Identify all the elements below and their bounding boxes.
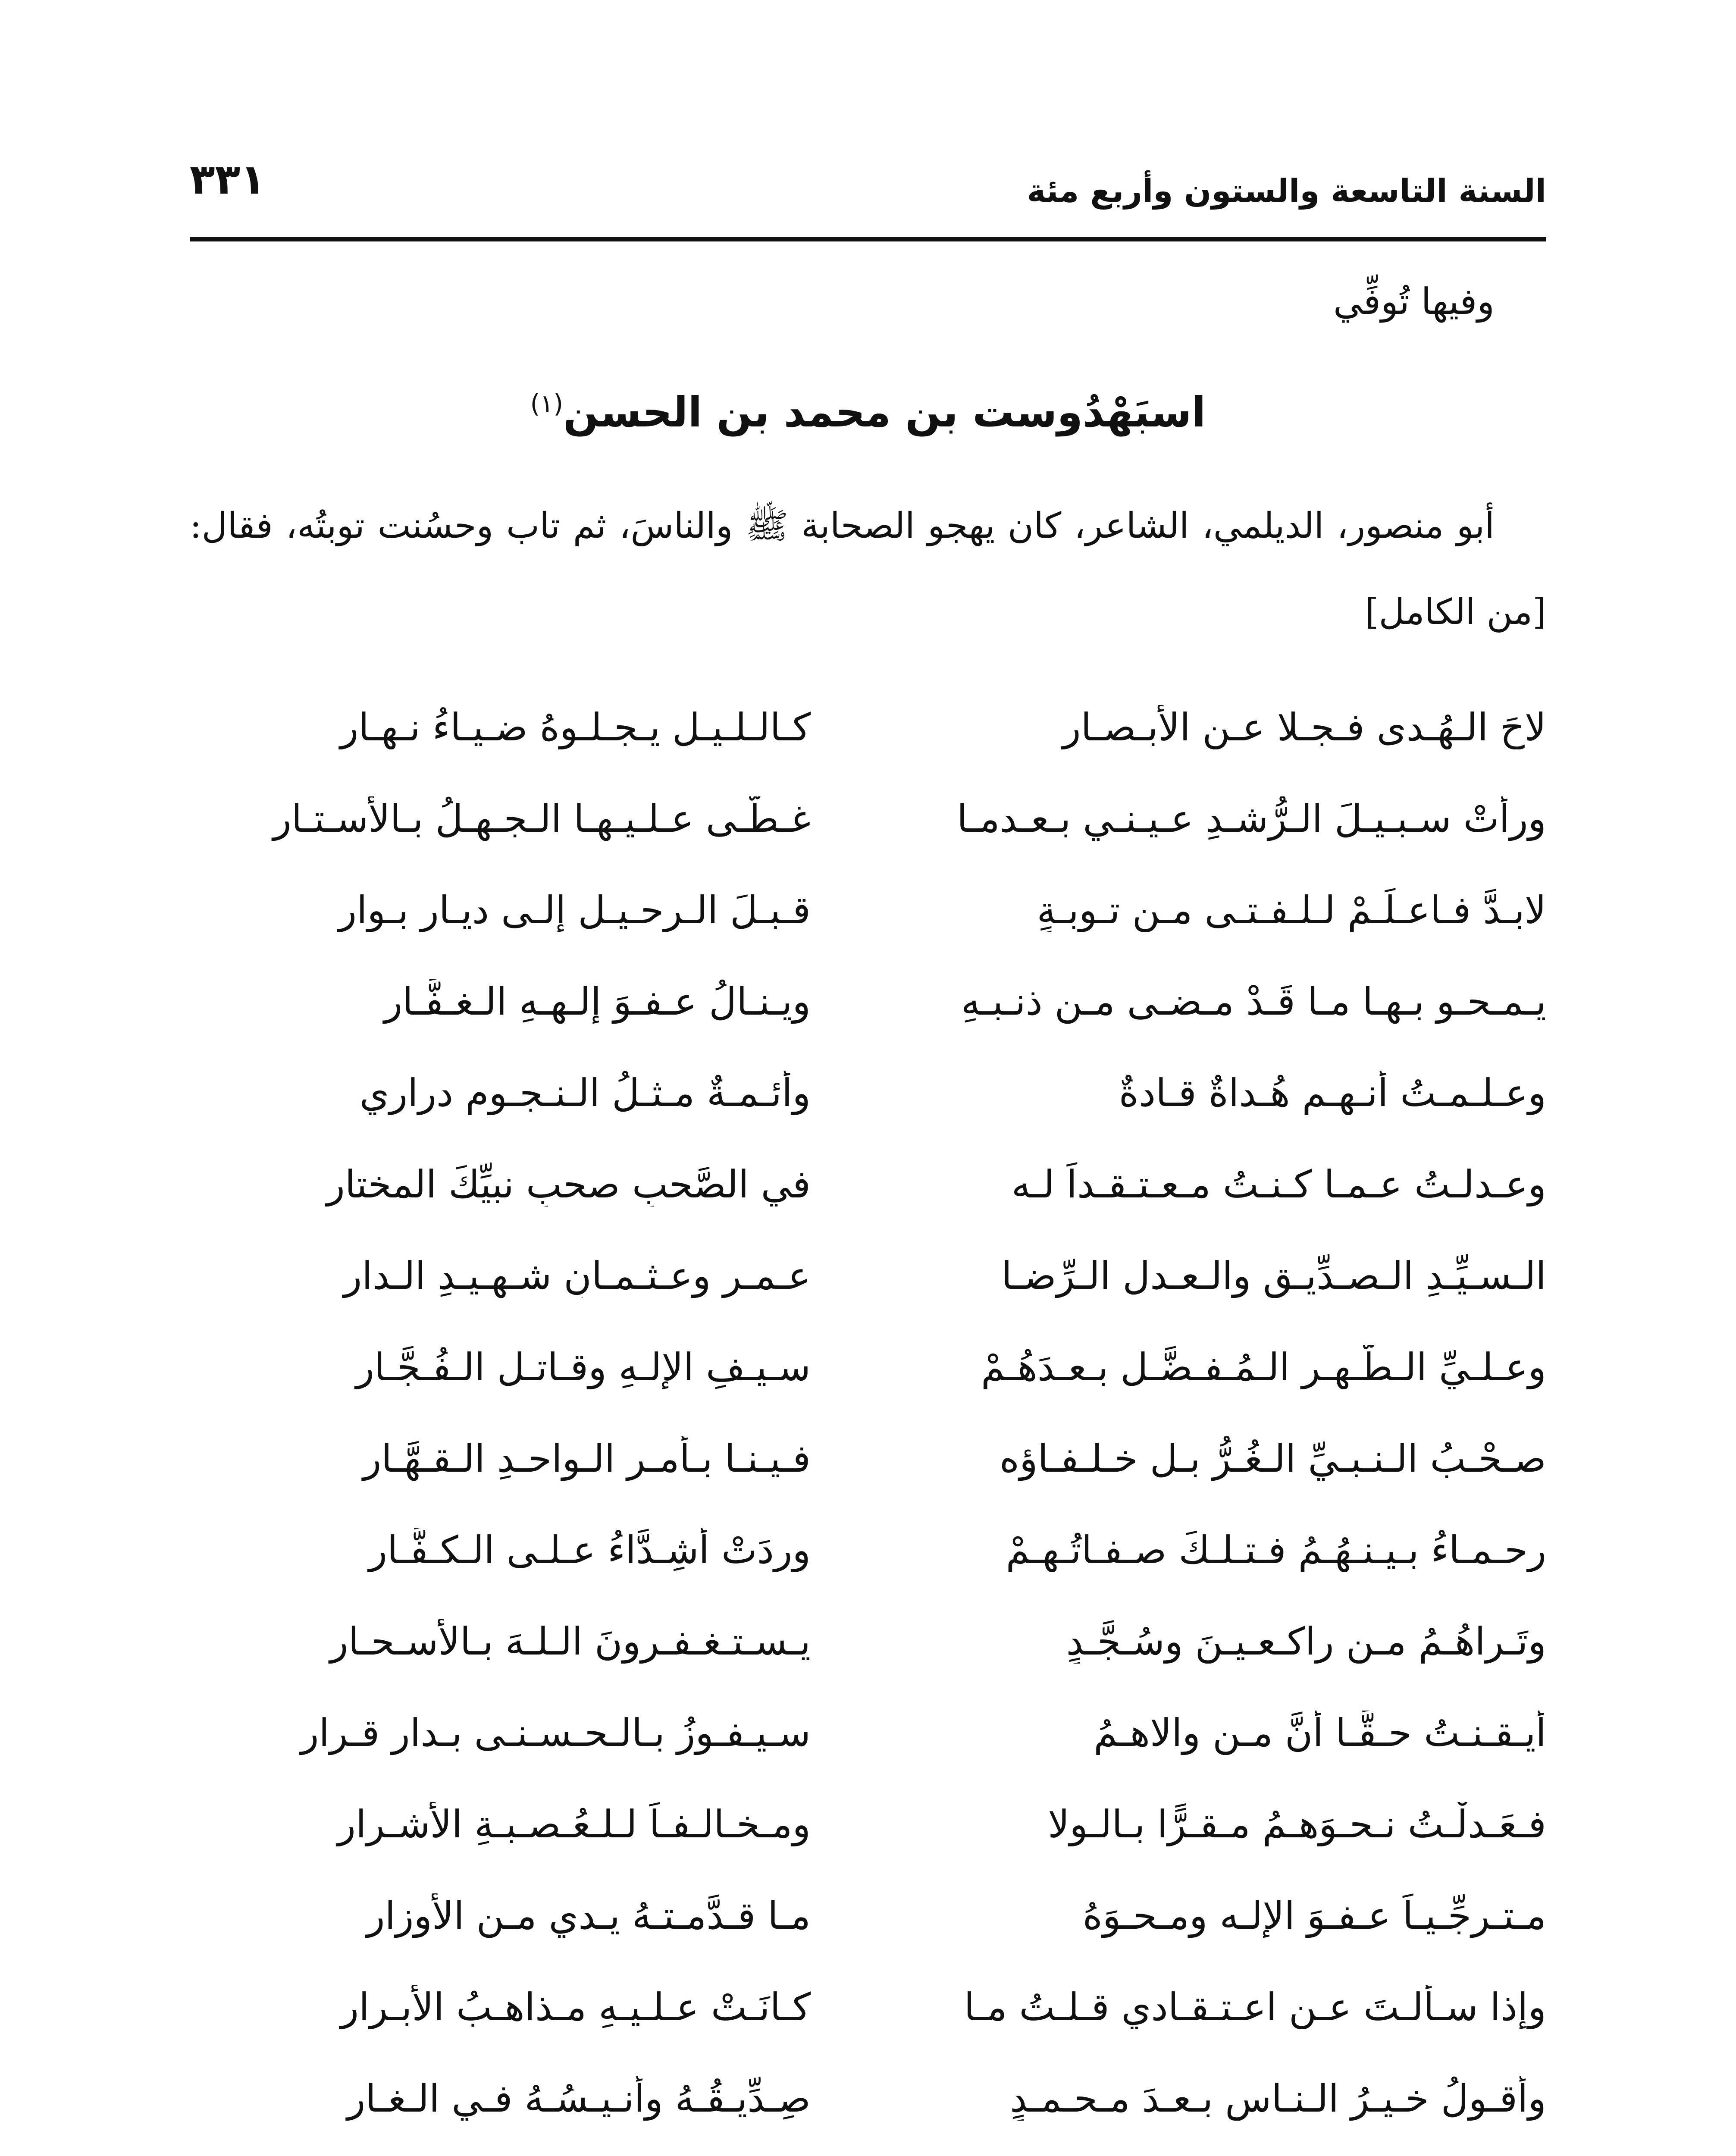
poem-verse [190,1961,1546,2053]
poem-verse [190,956,1546,1047]
verse-second-half: فـيـنـا بـأمـرِ الـواحـدِ الـقـهَّـارِ [363,1436,811,1481]
poem-verse [190,2053,1546,2144]
verse-second-half: عـمـرٍ وعـثـمـانٍ شـهـيـدِ الـدارِ [343,1253,811,1298]
page-number: ٣٣١ [190,155,266,204]
verse-first-half: وأقـولُ خـيـرُ الـنـاسِ بـعـدَ مـحـمـدٍ [1010,2076,1546,2121]
verse-first-half: رحـمـاءُ بـيـنـهُـمُ فـتـلـكَ صـفـاتُـهـمْ [1006,1527,1546,1572]
verse-second-half: صِـدِّيـقُـهُ وأنـيـسُـهُ فـي الـغـارِ [347,2076,811,2121]
biography-paragraph: أبو منصور، الديلمي، الشاعر، كان يهجو الصحابة ﷺ والناسَ، ثم تاب وحسُنت توبتُه، فقال: [من الكامل] [190,505,1546,633]
verse-first-half: يـمـحـو بـهـا مـا قَـدْ مـضـى مـن ذنـبـهِ [961,979,1546,1024]
verse-first-half: الـسـيِّـدِ الـصـدِّيـقِ والـعـدلِ الـرِّضـا [1001,1253,1546,1298]
poem-verse [190,1413,1546,1504]
verse-second-half: ويـنـالُ عـفـوَ إلـهـهِ الـغـفَّـارِ [384,979,811,1024]
verse-first-half: فـعَـدلْـتُ نـحـوَهـمُ مـقـرًّا بـالـولا [1048,1802,1546,1846]
verse-second-half: في الصَّحبِ صحبِ نبيِّكَ المختارِ [326,1162,811,1206]
poem-verse [190,1230,1546,1321]
verse-second-half: ومـخـالـفـاً لـلـعُـصـبـةِ الأشـرارِ [337,1802,811,1846]
poem-verse [190,1321,1546,1413]
poem-verse [190,1778,1546,1870]
poem [190,681,1546,2156]
entry-name: اسبَهْدُوست بن محمد بن الحسن [563,388,1206,436]
verse-second-half: غـطَّـى عـلـيـهـا الـجـهـلُ بـالأسـتـارِ [273,796,811,841]
verse-second-half: كـانَـتْ عـلـيـهِ مـذاهـبُ الأبـرارِ [340,1984,811,2029]
running-header [190,155,1546,241]
verse-first-half: صـحْـبُ الـنـبـيِّ الـغُـرُّ بـل خـلـفـاؤه [999,1436,1546,1481]
footnote-marker: (١) [530,389,564,418]
verse-second-half: سـيـفِ الإلـهِ وقـاتـلِ الـفُـجَّـارِ [356,1344,811,1389]
verse-first-half: وإذا سـألـتَ عـن اعـتـقـادي قـلـتُ مـا [964,1984,1546,2029]
verse-first-half: وتَـراهُـمُ مـن راكـعـيـنَ وسُـجَّـدٍ [1066,1619,1546,1664]
poem-verse [190,2144,1546,2156]
verse-first-half: وعـلـمـتُ أنـهـم هُـداةٌ قـادةٌ [1119,1070,1546,1115]
poem-verse [190,1047,1546,1138]
verse-first-half: وعـدلـتُ عـمـا كـنـتُ مـعـتـقـداً لـه [1011,1162,1546,1206]
verse-second-half: قـبـلَ الـرحـيـلِ إلـى ديـارِ بـوارِ [338,887,811,932]
verse-second-half: كـالـلـيـلِ يـجـلـوهُ ضـيـاءُ نـهـارِ [340,705,811,749]
poem-verse [190,681,1546,773]
verse-second-half: وأئـمـةٌ مـثـلُ الـنـجـوم دراري [359,1070,811,1115]
verse-second-half: مـا قـدَّمـتـهُ يـدي مـن الأوزارِ [367,1893,811,1938]
entry-title [190,388,1546,436]
poem-verse [190,1138,1546,1230]
verse-first-half: وعـلـيِّ الـطُّـهـرِ الـمُـفـضَّـلِ بـعـدَهُـمْ [981,1344,1546,1389]
poem-verse [190,1870,1546,1961]
poem-verse [190,1504,1546,1595]
verse-first-half: مـتـرجِّـيـاً عـفـوَ الإلـه ومـحـوَهُ [1082,1893,1546,1938]
poem-verse [190,864,1546,956]
intro-line: وفيها تُوفِّي [1333,280,1495,323]
verse-second-half: يـسـتـغـفـرونَ الـلـهَ بـالأسـحـارِ [330,1619,811,1664]
verse-first-half: لاحَ الـهُـدى فـجـلا عـن الأبـصـارِ [1062,705,1546,749]
verse-first-half: أيـقـنـتُ حـقًّـا أنَّ مـن والاهـمُ [1094,1710,1546,1755]
verse-second-half: سـيـفـوزُ بـالـحـسـنـى بـدارِ قـرارِ [300,1710,811,1755]
verse-first-half: ورأتْ سـبـيـلَ الـرُّشـدِ عـيـنـي بـعـدمـا [956,796,1546,841]
verse-second-half: وردَتْ أشِـدَّاءُ عـلـى الـكـفَّـارِ [369,1527,811,1572]
poem-verse [190,1595,1546,1687]
verse-first-half: لابـدَّ فـاعـلَـمْ لـلـفـتـى مـن تـوبـةٍ [1037,887,1546,932]
poem-verse [190,1687,1546,1778]
header-title: السنة التاسعة والستون وأربع مئة [1027,172,1546,210]
poem-verse [190,773,1546,864]
